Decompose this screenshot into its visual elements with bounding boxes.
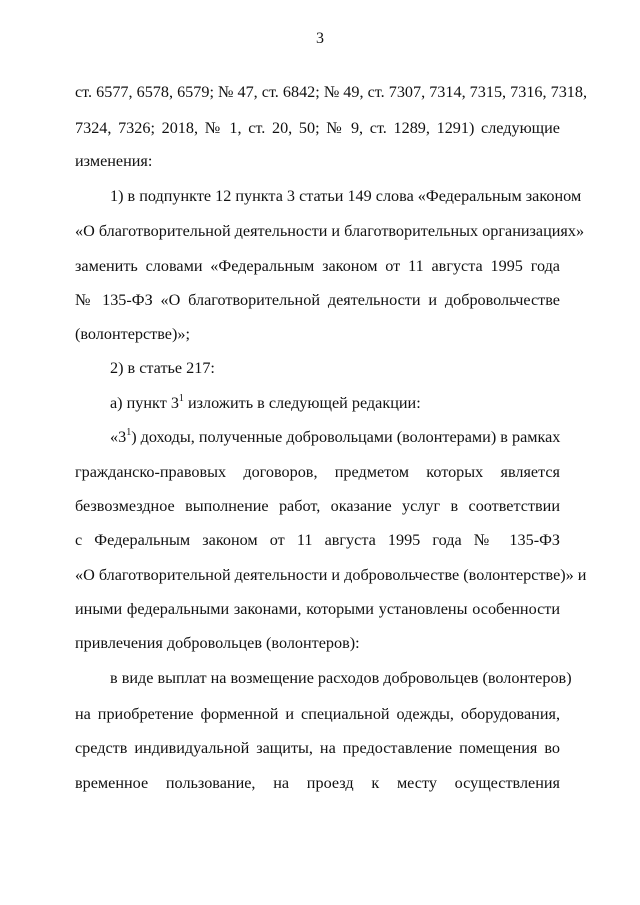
text-fragment: ) доходы, полученные добровольцами (волонтерами) в рамках (131, 428, 561, 446)
page-number: 3 (316, 30, 324, 47)
text-line: 2) в статье 217: (110, 359, 215, 377)
text-line: с Федеральным законом от 11 августа 1995 года № 135-ФЗ (75, 531, 560, 549)
text-line: изменения: (75, 152, 153, 170)
text-line: иными федеральными законами, которыми установлены особенности (75, 600, 560, 618)
text-line: 1) в подпункте 12 пункта 3 статьи 149 слова «Федеральным законом (110, 187, 582, 205)
text-line: заменить словами «Федеральным законом от 11 августа 1995 года (75, 257, 560, 275)
text-fragment: а) пункт 3 (110, 394, 179, 412)
text-fragment: изложить в следующей редакции: (187, 394, 421, 412)
text-fragment: «3 (110, 428, 127, 446)
text-line: средств индивидуальной защиты, на предоставление помещения во (75, 739, 560, 757)
text-line: привлечения добровольцев (волонтеров): (75, 634, 360, 652)
text-line: в виде выплат на возмещение расходов добровольцев (волонтеров) (110, 669, 572, 687)
superscript: 1 (126, 426, 132, 438)
text-line-composite (110, 393, 560, 413)
superscript: 1 (178, 392, 184, 404)
text-line: ст. 6577, 6578, 6579; № 47, ст. 6842; № 49, ст. 7307, 7314, 7315, 7316, 7318, (75, 83, 588, 101)
text-line: гражданско-правовых договоров, предметом которых является (75, 463, 560, 481)
text-line: «О благотворительной деятельности и добровольчестве (волонтерстве)» и (75, 566, 587, 584)
text-line: (волонтерстве)»; (75, 325, 190, 343)
text-line: «О благотворительной деятельности и благотворительных организациях» (75, 222, 585, 240)
text-line: № 135-ФЗ «О благотворительной деятельности и добровольчестве (75, 291, 560, 309)
text-line: временное пользование, на проезд к месту осуществления (75, 774, 560, 792)
text-line: на приобретение форменной и специальной одежды, оборудования, (75, 705, 560, 723)
text-line-composite (110, 427, 560, 447)
text-line: 7324, 7326; 2018, № 1, ст. 20, 50; № 9, ст. 1289, 1291) следующие (75, 119, 560, 137)
text-line: безвозмездное выполнение работ, оказание услуг в соответствии (75, 497, 560, 515)
